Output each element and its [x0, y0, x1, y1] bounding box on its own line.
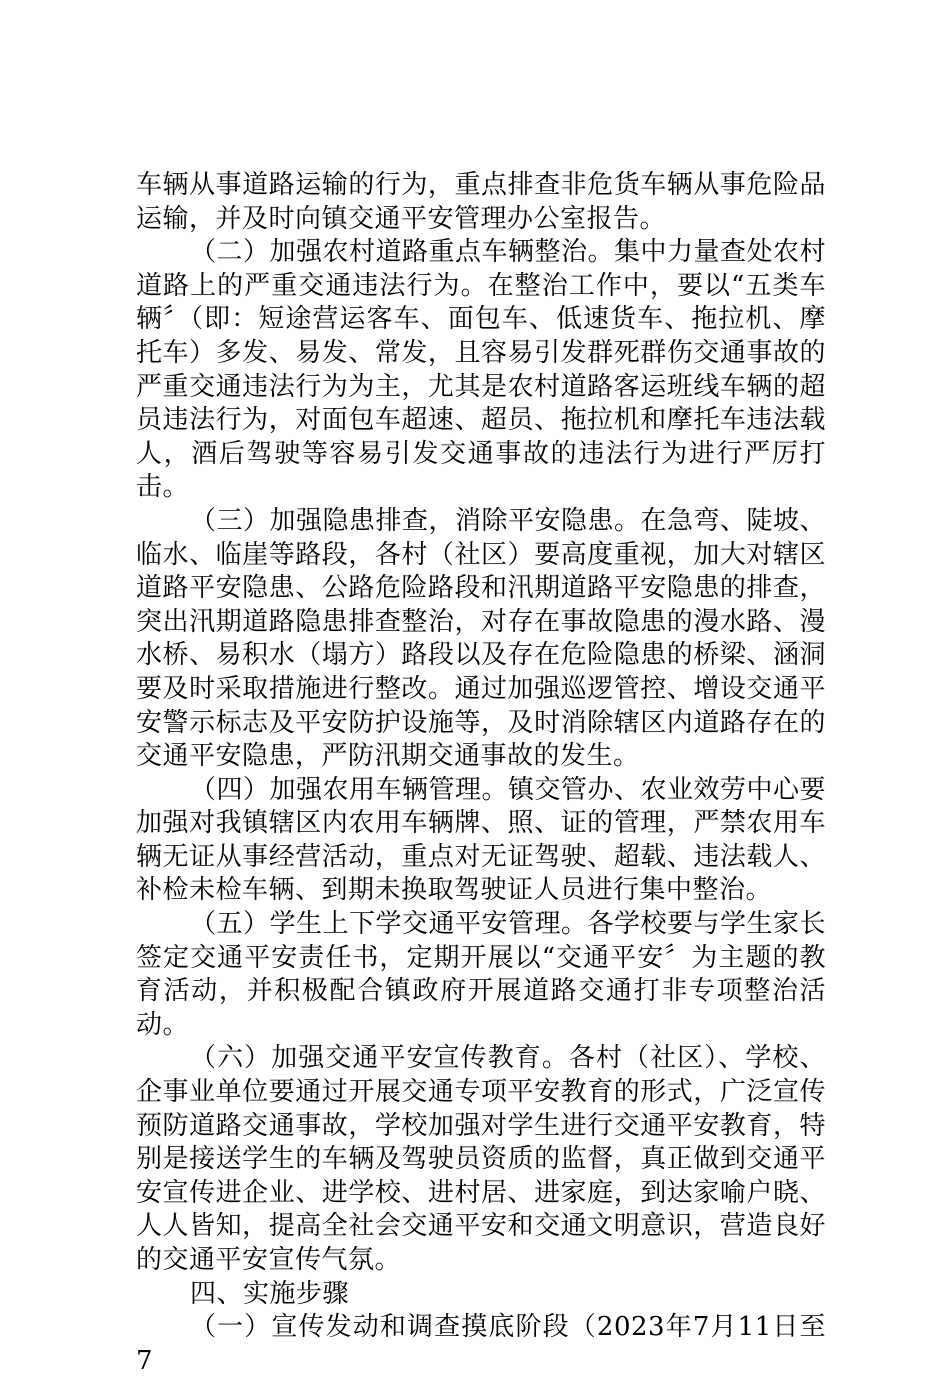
paragraph-item-3: （三）加强隐患排查，消除平安隐患。在急弯、陡坡、临水、临崖等路段，各村（社区）要高度重视，加大对辖区道路平安隐患、公路危险路段和汛期道路平安隐患的排查，突出汛期道路隐患排查整治，对存在事故隐患的漫水路、漫水桥、易积水（塌方）路段以及存在危险隐患的桥梁、涵洞要及时采取措施进行整改。通过加强巡逻管控、增设交通平安警示标志及平安防护设施等，及时消除辖区内道路存在的交通平安隐患，严防汛期交通事故的发生。	[136, 505, 827, 772]
paragraph-item-4: （四）加强农用车辆管理。镇交管办、农业效劳中心要加强对我镇辖区内农用车辆牌、照、证的管理，严禁农用车辆无证从事经营活动，重点对无证驾驶、超载、违法载人、补检未检车辆、到期未换取驾驶证人员进行集中整治。	[136, 774, 827, 906]
document-body	[136, 169, 826, 1378]
section-heading-4: 四、实施步骤	[190, 1278, 350, 1309]
paragraph-item-6: （六）加强交通平安宣传教育。各村（社区）、学校、企事业单位要通过开展交通专项平安教育的形式，广泛宣传预防道路交通事故，学校加强对学生进行交通平安教育，特别是接送学生的车辆及驾驶员资质的监督，真正做到交通平安宣传进企业、进学校、进村居、进家庭，到达家喻户晓、人人皆知，提高全社会交通平安和交通文明意识，营造良好的交通平安宣传气氛。	[136, 1043, 826, 1275]
paragraph-step-1: （一）宣传发动和调查摸底阶段（2023年7月11日至7	[136, 1312, 826, 1376]
paragraph-item-2: （二）加强农村道路重点车辆整治。集中力量查处农村道路上的严重交通违法行为。在整治工作中，要以“五类车辆〞（即：短途营运客车、面包车、低速货车、拖拉机、摩托车）多发、易发、常发，且容易引发群死群伤交通事故的严重交通违法行为为主，尤其是农村道路客运班线车辆的超员违法行为，对面包车超速、超员、拖拉机和摩托车违法载人，酒后驾驶等容易引发交通事故的违法行为进行严厉打击。	[136, 237, 827, 503]
paragraph-continuation: 车辆从事道路运输的行为，重点排查非危货车辆从事危险品运输，并及时向镇交通平安管理办公室报告。	[136, 170, 826, 234]
paragraph-item-5: （五）学生上下学交通平安管理。各学校要与学生家长签定交通平安责任书，定期开展以“交通平安〞为主题的教育活动，并积极配合镇政府开展道路交通打非专项整治活动。	[136, 909, 827, 1040]
